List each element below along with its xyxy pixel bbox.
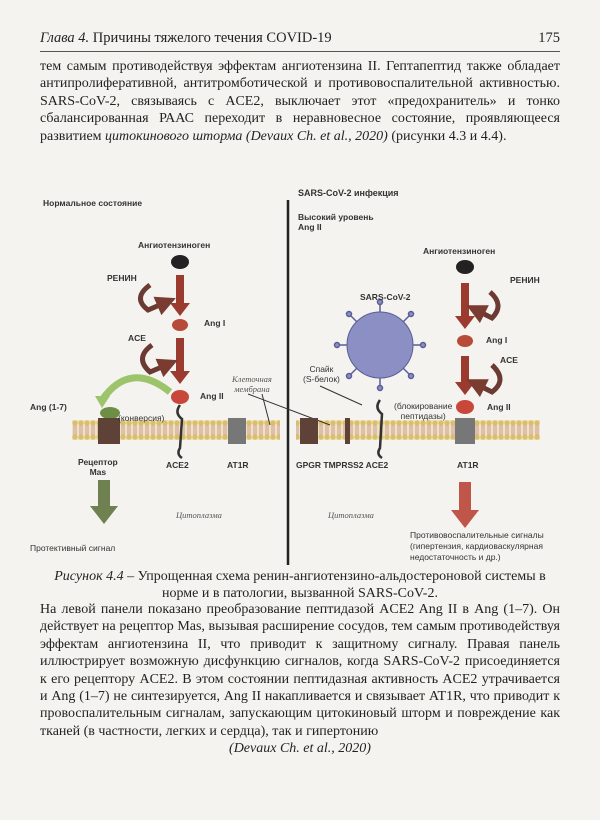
signal-line3: недостаточность и др.) bbox=[410, 552, 501, 562]
membrane-line1: Клеточная bbox=[232, 374, 272, 384]
label-at1r: AT1R bbox=[227, 460, 249, 470]
label-cell-membrane bbox=[232, 374, 272, 394]
chapter-title: Причины тяжелого течения COVID-19 bbox=[92, 30, 332, 46]
caption-text: – Упрощенная схема ренин-ангиотензино-альдостероновой системы в норме и в патологии, вызванной SARS-CoV-2. bbox=[123, 569, 546, 601]
label-ang2-right: Ang II bbox=[487, 402, 511, 412]
label-ang1: Ang I bbox=[204, 318, 226, 328]
renin-curved-arrow-icon-right bbox=[480, 292, 498, 318]
at1r-receptor-icon-right bbox=[455, 418, 475, 444]
spike-line2: (S-белок) bbox=[303, 374, 340, 384]
label-cytoplasm: Цитоплазма bbox=[176, 510, 222, 520]
label-angiotensinogen: Ангиотензиноген bbox=[138, 240, 211, 250]
chapter-label: Глава 4. bbox=[40, 30, 90, 46]
label-renin-right: РЕНИН bbox=[510, 275, 540, 285]
arrow-down-icon bbox=[170, 303, 190, 316]
label-ang2: Ang II bbox=[200, 391, 224, 401]
label-protective-signal: Протективный сигнал bbox=[30, 543, 116, 553]
label-virus: SARS-CoV-2 bbox=[360, 292, 411, 302]
label-receptors: GPGR TMPRSS2 ACE2 bbox=[296, 460, 389, 470]
label-high-ang2 bbox=[298, 212, 374, 232]
arrow-down-icon bbox=[170, 371, 190, 384]
label-spike bbox=[303, 364, 340, 384]
signal-line2: (гипертензия, кардиоваскулярная bbox=[410, 541, 543, 551]
mas-receptor-icon bbox=[98, 418, 120, 444]
ang1-node-right bbox=[457, 335, 473, 347]
ace-curved-arrow-icon-right bbox=[480, 365, 500, 392]
gpgr-receptor-icon bbox=[300, 418, 318, 444]
label-at1r-right: AT1R bbox=[457, 460, 479, 470]
membrane-line2: мембрана bbox=[234, 384, 270, 394]
figure-caption bbox=[40, 568, 560, 602]
label-ace: ACE bbox=[128, 333, 146, 343]
label-inflammatory-signals bbox=[410, 530, 544, 563]
label-conversion: (конверсия) bbox=[118, 413, 165, 423]
label-blocking bbox=[394, 401, 452, 421]
intro-emphasis: цитокинового шторма bbox=[105, 128, 243, 144]
body-reference: (Devaux Ch. et al., 2020) bbox=[229, 741, 371, 757]
label-cytoplasm-right: Цитоплазма bbox=[328, 510, 374, 520]
angiotensinogen-node-right bbox=[456, 260, 474, 274]
ang1-node bbox=[172, 319, 188, 331]
at1r-receptor-icon bbox=[228, 418, 246, 444]
label-ace2: ACE2 bbox=[166, 460, 189, 470]
body-paragraph bbox=[40, 601, 560, 758]
label-angiotensinogen-right: Ангиотензиноген bbox=[423, 246, 496, 256]
body-text: На левой панели показано преобразование пептидазой ACE2 Ang II в Ang (1–7). Он действует на рецептор Mas, вызывая расширение сосудов, тем самым противодействуя эффектам ангиотензина II, что приводит к защитному сигналу. Правая панель иллюстрирует возможную дисфункцию сигналов, когда SARS-CoV-2 присоединяется к его рецептору ACE2. В этом состоянии пептидазная активность ACE2 утрачивается и Ang (1–7) не синтезируется, Ang II накапливается и связывает AT1R, что приводит к провоспалительным сигналам, запускающим цитокиновый шторм и повреждение как тканей (в частности, легких и сердца), так и гипертонию bbox=[40, 602, 560, 739]
inflammatory-arrow-icon bbox=[451, 510, 479, 528]
spike-line1: Спайк bbox=[309, 364, 334, 374]
renin-curved-arrow-icon bbox=[140, 285, 162, 310]
block-line2: пептидазы) bbox=[400, 411, 446, 421]
mas-line2: Mas bbox=[89, 467, 107, 477]
label-renin: РЕНИН bbox=[107, 273, 137, 283]
angiotensinogen-node bbox=[171, 255, 189, 269]
high-line1: Высокий уровень bbox=[298, 212, 374, 222]
ang17-node bbox=[100, 407, 120, 419]
tmprss2-icon bbox=[345, 418, 350, 444]
mas-line1: Рецептор bbox=[78, 457, 118, 467]
high-line2: Ang II bbox=[298, 222, 322, 232]
spike-pointer bbox=[320, 386, 362, 405]
block-line1: (блокирование bbox=[394, 401, 453, 411]
signal-line1: Противовоспалительные сигналы bbox=[410, 530, 544, 540]
cell-membrane-right bbox=[296, 420, 540, 440]
ang2-node bbox=[171, 390, 189, 404]
page-number: 175 bbox=[538, 30, 560, 46]
protective-arrow-icon bbox=[90, 506, 118, 524]
intro-reference: (Devaux Ch. et al., 2020) bbox=[245, 128, 388, 144]
virus-icon bbox=[335, 300, 426, 391]
intro-tail: (рисунки 4.3 и 4.4). bbox=[387, 128, 507, 144]
conversion-arrow-icon bbox=[102, 378, 170, 400]
label-ang1-right: Ang I bbox=[486, 335, 508, 345]
left-panel-title: Нормальное состояние bbox=[43, 198, 143, 208]
label-mas-receptor bbox=[78, 457, 118, 477]
right-panel-title: SARS-CoV-2 инфекция bbox=[298, 188, 399, 198]
label-ang17: Ang (1-7) bbox=[30, 402, 67, 412]
caption-label: Рисунок 4.4 bbox=[54, 569, 124, 584]
intro-text: тем самым противодействуя эффектам ангиотензина II. Гептапептид также обладает антипролиферативной, антитромботической и противовоспалительной активностью. SARS-CoV-2, связываясь с ACE2, выключает этот «предохранитель» и тонко сбалансированная РААС переходит в неравновесное состояние, проявляющееся развитием bbox=[40, 59, 560, 144]
label-ace-right: ACE bbox=[500, 355, 518, 365]
ace-curved-arrow-icon bbox=[142, 345, 164, 372]
ang2-node-right bbox=[456, 400, 474, 414]
